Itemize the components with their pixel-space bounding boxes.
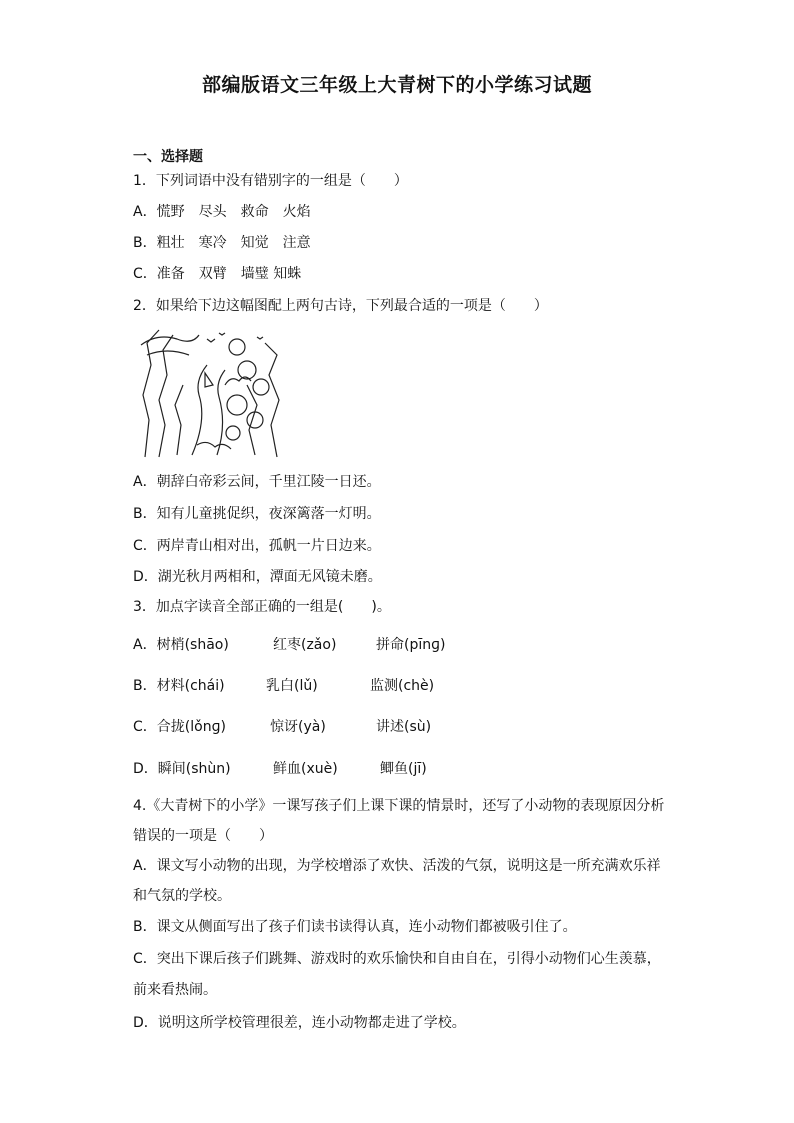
question-4-option-c-line2: 前来看热闹。 [133,982,217,998]
question-1-option-a: A．慌野 尽头 救命 火焰 [133,204,311,220]
page-title: 部编版语文三年级上大青树下的小学练习试题 [201,74,592,96]
section-heading: 一、选择题 [133,149,203,165]
question-4-option-d: D．说明这所学校管理很差，连小动物都走进了学校。 [133,1015,466,1031]
option-item: 鲜血(xuè) [273,761,338,777]
question-4-stem-line2: 错误的一项是（ ） [133,828,273,844]
question-2-option-b: B．知有儿童挑促织，夜深篱落一灯明。 [133,506,381,522]
option-item: C．合拢(lǒnɡ) [133,719,226,735]
question-3-stem: 3．加点字读音全部正确的一组是( )。 [133,599,391,615]
option-item: B．材料(chái) [133,678,225,694]
option-item: 讲述(sù) [376,719,432,735]
option-item: A．树梢(shāo) [133,637,229,653]
question-2-option-c: C．两岸青山相对出，孤帆一片日边来。 [133,538,381,554]
question-4-stem-line1: 4.《大青树下的小学》一课写孩子们上课下课的情景时，还写了小动物的表现原因分析 [133,798,665,814]
option-item: 惊讶(yà) [270,719,326,735]
question-2-option-d: D．湖光秋月两相和，潭面无风镜未磨。 [133,569,382,585]
option-item: 乳白(lǔ) [266,678,318,694]
landscape-sketch-icon [137,325,282,460]
question-2-stem: 2．如果给下边这幅图配上两句古诗，下列最合适的一项是（ ） [133,298,548,314]
option-item: 红枣(zǎo) [273,637,337,653]
question-1-option-c: C．准备 双臂 墙璧 知蛛 [133,266,302,282]
question-4-option-c-line1: C．突出下课后孩子们跳舞、游戏时的欢乐愉快和自由自在，引得小动物们心生羡慕， [133,951,661,967]
question-1-stem: 1．下列词语中没有错别字的一组是（ ） [133,173,408,189]
poem-illustration [137,325,282,460]
option-item: 拼命(pīnɡ) [376,637,446,653]
question-4-option-a-line2: 和气氛的学校。 [133,888,231,904]
question-4-option-a-line1: A．课文写小动物的出现，为学校增添了欢快、活泼的气氛，说明这是一所充满欢乐祥 [133,858,661,874]
option-item: D．瞬间(shùn) [133,761,231,777]
option-item: 鲫鱼(jī) [380,761,427,777]
question-1-option-b: B．粗壮 寒冷 知觉 注意 [133,235,311,251]
question-2-option-a: A．朝辞白帝彩云间，千里江陵一日还。 [133,474,381,490]
question-4-option-b: B．课文从侧面写出了孩子们读书读得认真，连小动物们都被吸引住了。 [133,919,577,935]
option-item: 监测(chè) [370,678,435,694]
